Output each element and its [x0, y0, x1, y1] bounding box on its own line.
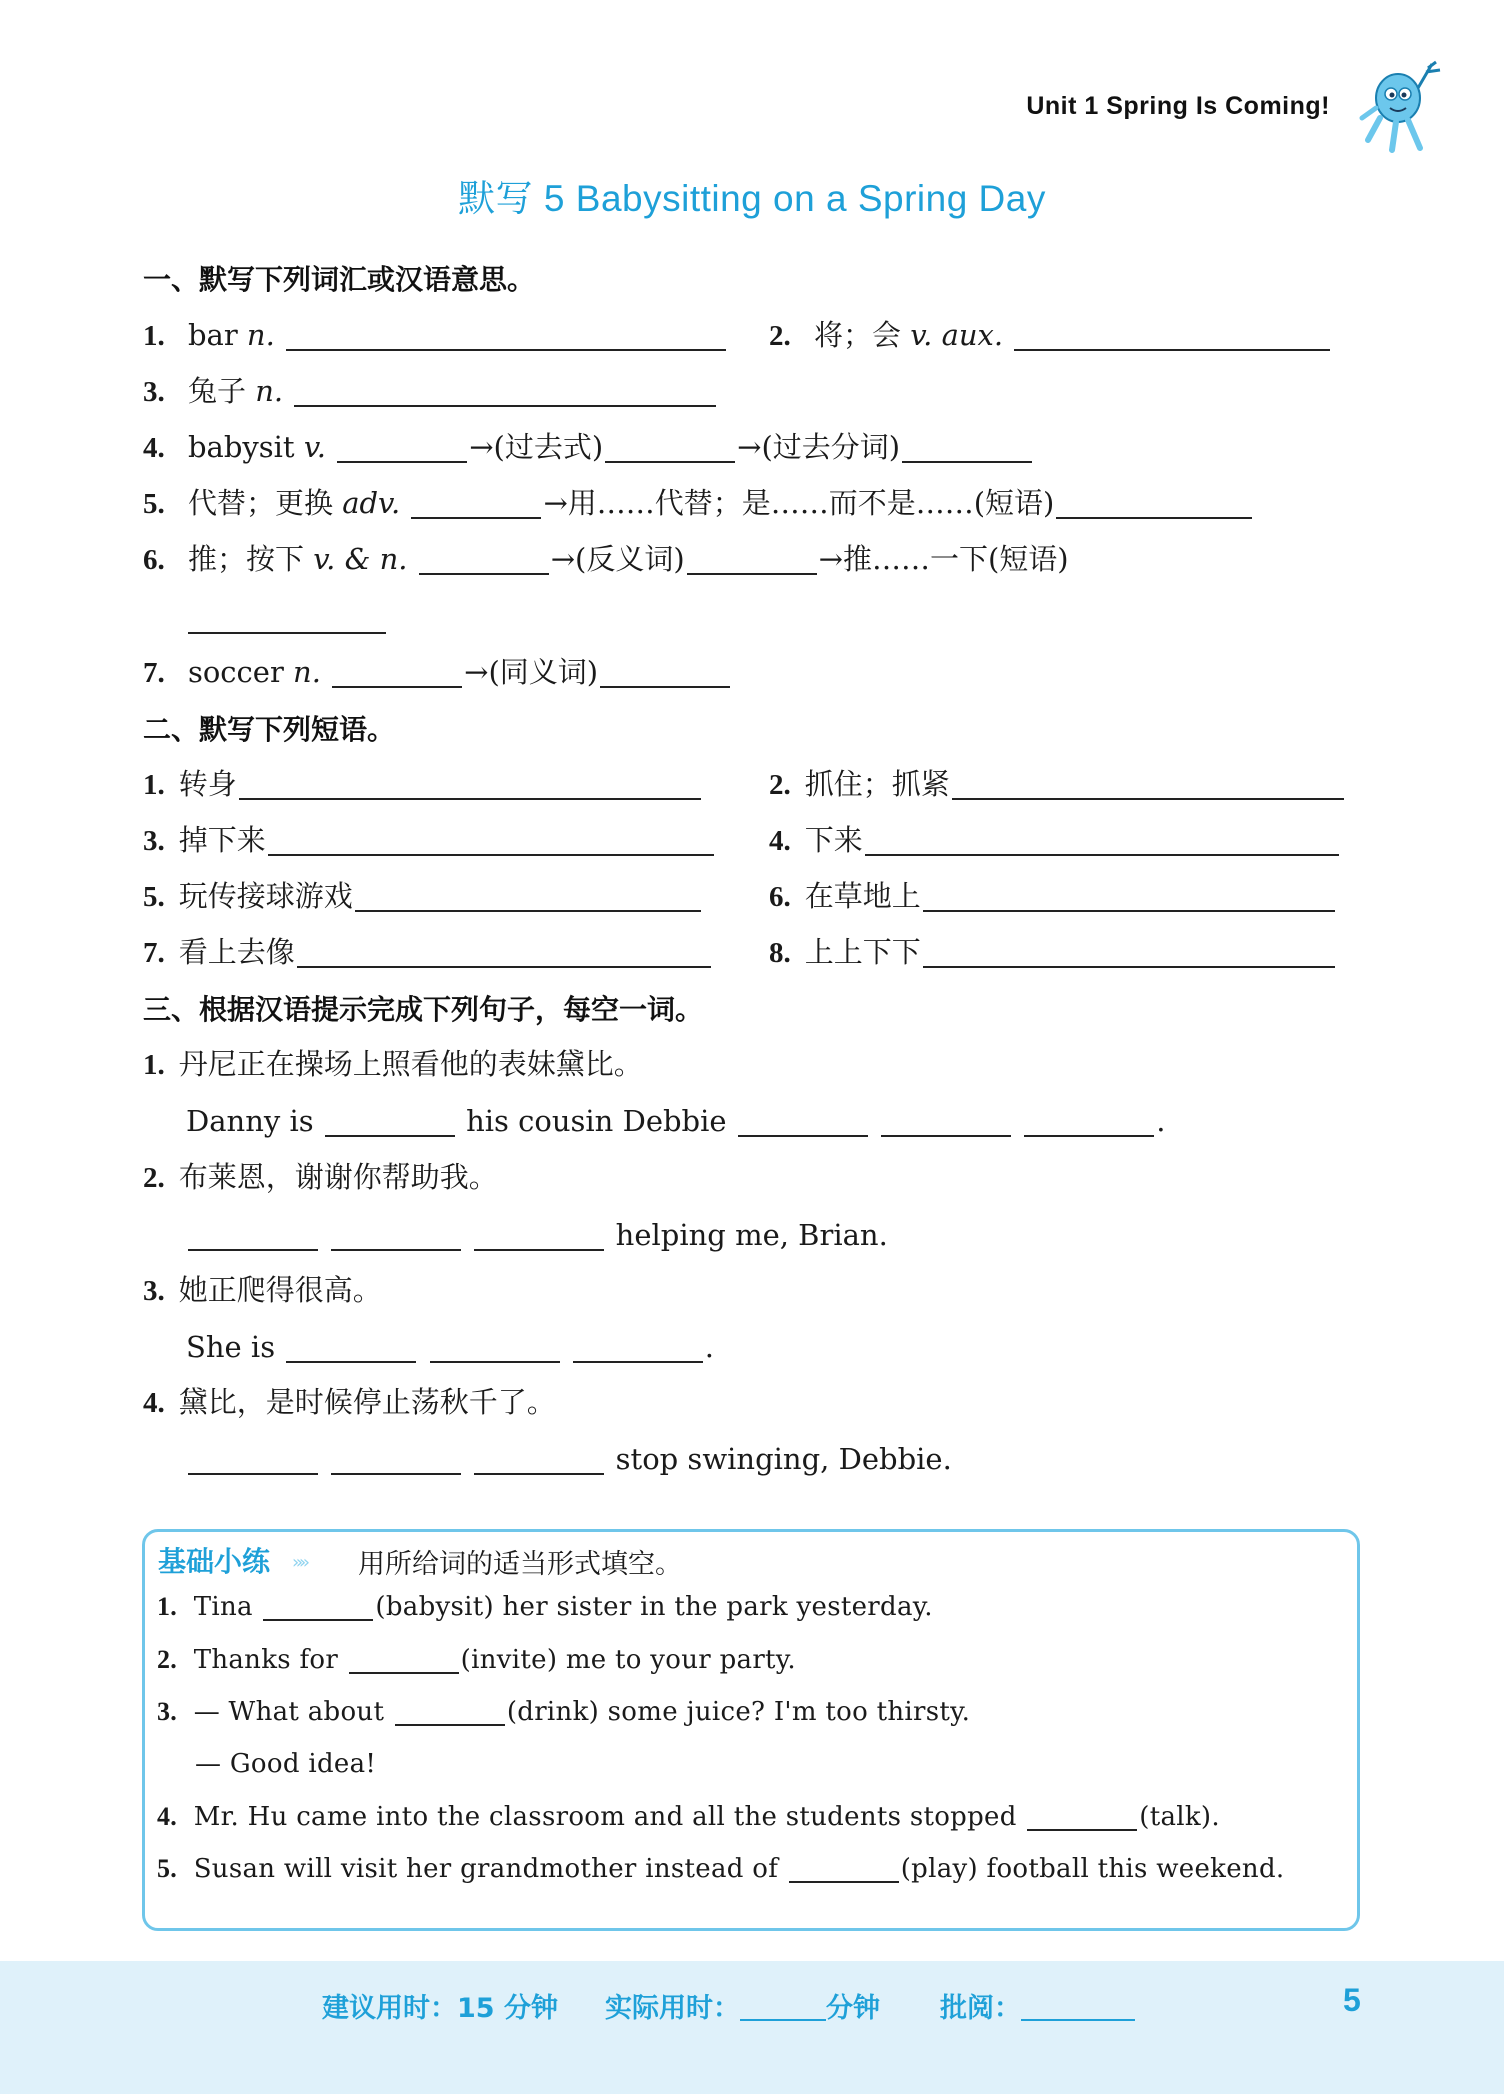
answer-blank[interactable] — [1027, 1803, 1137, 1831]
phrase-item: 5. 玩传接球游戏 — [143, 874, 703, 918]
answer-blank[interactable] — [902, 431, 1032, 463]
sentence-2-answer: helping me, Brian. — [186, 1213, 888, 1257]
phrase-item: 2. 抓住；抓紧 — [769, 762, 1346, 806]
mascot-illustration — [1358, 58, 1448, 158]
answer-blank[interactable] — [325, 1105, 455, 1137]
answer-blank[interactable] — [188, 1443, 318, 1475]
answer-blank[interactable] — [239, 768, 701, 800]
answer-blank[interactable] — [331, 1219, 461, 1251]
phrase-item: 3. 掉下来 — [143, 818, 716, 862]
answer-blank[interactable] — [474, 1443, 604, 1475]
review-blank[interactable] — [1021, 1993, 1135, 2021]
vocab-item-3: 3. 兔子 n. — [143, 369, 718, 413]
phrase-item: 6. 在草地上 — [769, 874, 1337, 918]
sentence-3-answer: She is . — [186, 1330, 714, 1364]
answer-blank[interactable] — [474, 1219, 604, 1251]
answer-blank[interactable] — [1014, 319, 1330, 351]
answer-blank[interactable] — [294, 375, 716, 407]
answer-blank[interactable] — [789, 1855, 899, 1883]
chevrons-icon: »» — [292, 1552, 307, 1573]
unit-header: Unit 1 Spring Is Coming! — [1026, 92, 1330, 120]
answer-blank[interactable] — [952, 768, 1344, 800]
answer-blank[interactable] — [865, 824, 1339, 856]
suggested-time: 建议用时：15 分钟 — [322, 1993, 558, 2024]
phrase-item: 4. 下来 — [769, 818, 1341, 862]
section3-heading: 三、根据汉语提示完成下列句子，每空一词。 — [143, 993, 704, 1026]
practice-item-3-reply: — Good idea! — [195, 1749, 377, 1779]
actual-time: 实际用时： 分钟 — [605, 1993, 880, 2024]
vocab-item-2: 2. 将；会 v. aux. — [769, 313, 1332, 357]
phrase-item: 7. 看上去像 — [143, 930, 713, 974]
vocab-item-6-continued — [186, 596, 388, 640]
answer-blank[interactable] — [1024, 1105, 1154, 1137]
sentence-4-answer: stop swinging, Debbie. — [186, 1437, 952, 1481]
answer-blank[interactable] — [923, 880, 1335, 912]
answer-blank[interactable] — [573, 1331, 703, 1363]
answer-blank[interactable] — [268, 824, 714, 856]
answer-blank[interactable] — [263, 1593, 373, 1621]
answer-blank[interactable] — [355, 880, 701, 912]
practice-item-5: 5. Susan will visit her grandmother instead of (play) football this weekend. — [157, 1854, 1285, 1884]
answer-blank[interactable] — [600, 656, 730, 688]
phrase-item: 1. 转身 — [143, 762, 703, 806]
practice-instruction: 用所给词的适当形式填空。 — [358, 1549, 682, 1580]
vocab-item-6: 6. 推；按下 v. & n. →(反义词) →推……一下(短语) — [143, 542, 1069, 576]
answer-blank[interactable] — [331, 1443, 461, 1475]
answer-blank[interactable] — [605, 431, 735, 463]
vocab-item-1: 1. bar n. — [143, 313, 728, 357]
vocab-item-4: 4. babysit v. →(过去式) →(过去分词) — [143, 425, 1034, 469]
answer-blank[interactable] — [923, 936, 1335, 968]
answer-blank[interactable] — [188, 1219, 318, 1251]
answer-blank[interactable] — [188, 602, 386, 634]
sentence-3-prompt: 3. 她正爬得很高。 — [143, 1273, 382, 1307]
sentence-4-prompt: 4. 黛比，是时候停止荡秋千了。 — [143, 1385, 556, 1419]
phrase-item: 8. 上上下下 — [769, 930, 1337, 974]
vocab-item-7: 7. soccer n. →(同义词) — [143, 650, 732, 694]
practice-item-2: 2. Thanks for (invite) me to your party. — [157, 1645, 796, 1675]
practice-title: 基础小练 — [158, 1545, 271, 1578]
section2-heading: 二、默写下列短语。 — [143, 713, 396, 746]
review: 批阅： — [940, 1986, 1135, 2025]
answer-blank[interactable] — [738, 1105, 868, 1137]
sentence-1-answer: Danny is his cousin Debbie . — [186, 1104, 1166, 1138]
answer-blank[interactable] — [349, 1646, 459, 1674]
practice-item-3: 3. — What about (drink) some juice? I'm too thirsty. — [157, 1697, 971, 1727]
answer-blank[interactable] — [297, 936, 711, 968]
answer-blank[interactable] — [286, 319, 726, 351]
practice-item-1: 1. Tina (babysit) her sister in the park yesterday. — [157, 1592, 933, 1622]
page-title: 默写 5 Babysitting on a Spring Day — [458, 178, 1046, 219]
section1-heading: 一、默写下列词汇或汉语意思。 — [143, 263, 536, 296]
page-number: 5 — [1343, 1982, 1361, 2018]
sentence-2-prompt: 2. 布莱恩，谢谢你帮助我。 — [143, 1160, 498, 1194]
sentence-1-prompt: 1. 丹尼正在操场上照看他的表妹黛比。 — [143, 1047, 643, 1081]
answer-blank[interactable] — [419, 543, 549, 575]
answer-blank[interactable] — [430, 1331, 560, 1363]
answer-blank[interactable] — [1056, 487, 1252, 519]
answer-blank[interactable] — [687, 543, 817, 575]
practice-item-4: 4. Mr. Hu came into the classroom and all the students stopped (talk). — [157, 1802, 1220, 1832]
answer-blank[interactable] — [337, 431, 467, 463]
actual-time-blank[interactable] — [740, 1993, 826, 2021]
answer-blank[interactable] — [395, 1698, 505, 1726]
answer-blank[interactable] — [332, 656, 462, 688]
answer-blank[interactable] — [881, 1105, 1011, 1137]
answer-blank[interactable] — [286, 1331, 416, 1363]
footer-bar — [0, 1961, 1504, 2094]
answer-blank[interactable] — [411, 487, 541, 519]
vocab-item-5: 5. 代替；更换 adv. →用……代替；是……而不是……(短语) — [143, 481, 1254, 525]
